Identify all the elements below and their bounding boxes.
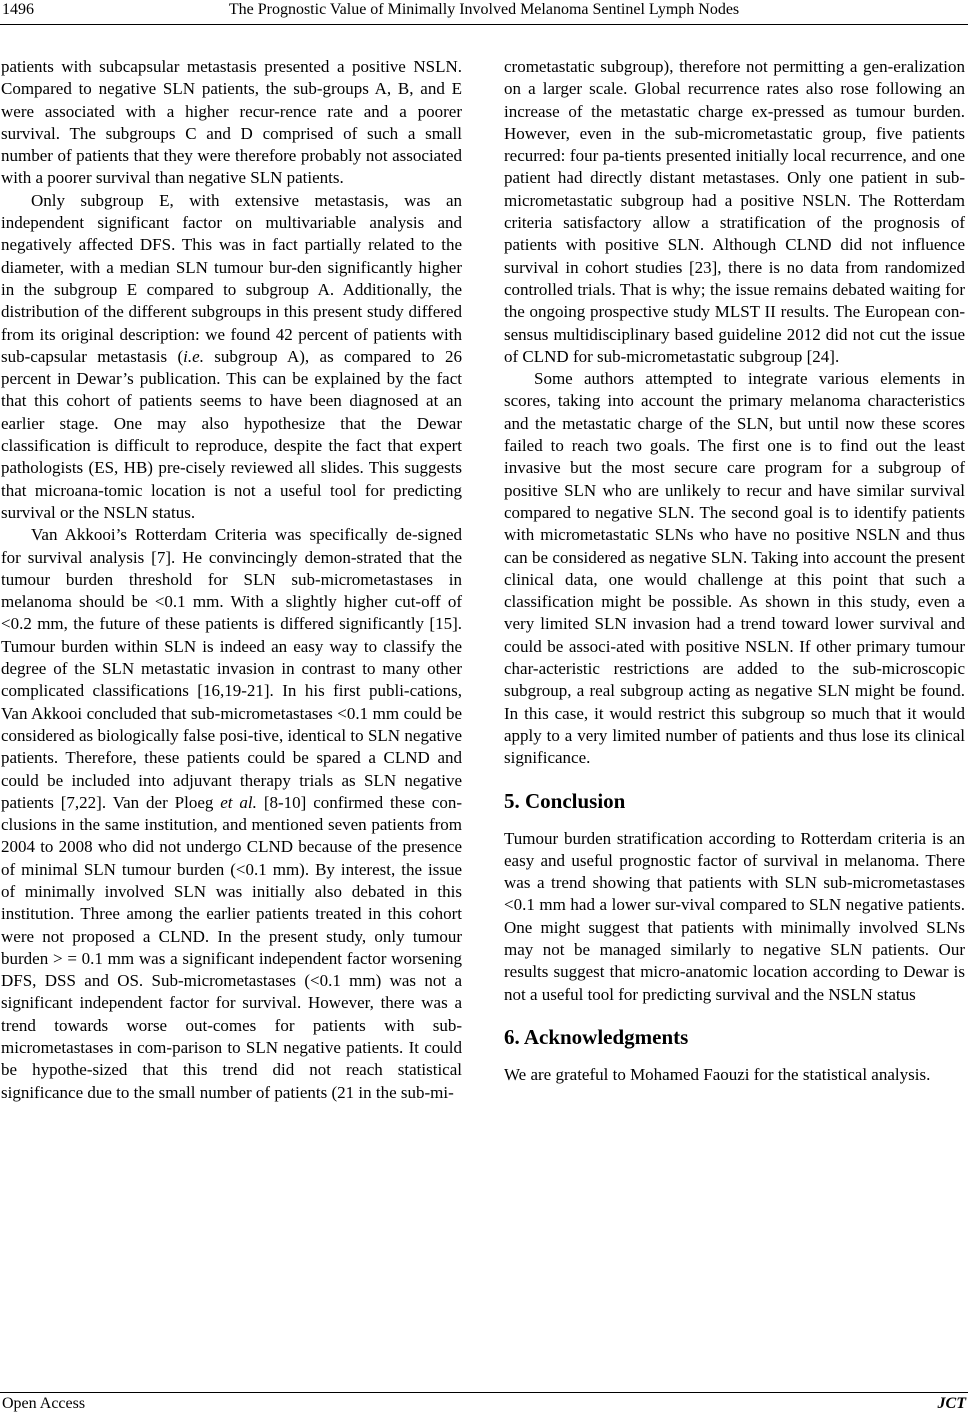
paragraph: Tumour burden stratification according to Rotterdam criteria is an easy and useful prognostic factor of survival in melanoma. There was a trend showing that patients with SLN sub-micrometastases <0.1 mm had a lower sur-vival compared to SLN negative patients. One might suggest that patients with minimally involved SLNs may not be managed similarly to negative SLN patients. Our results suggest that micro-anatomic location according to Dewar is not a useful tool for predicting survival and the NSLN status — [504, 828, 965, 1004]
right-column — [504, 56, 965, 1086]
section-heading-conclusion: 5. Conclusion — [504, 788, 626, 813]
text-run: Only subgroup E, with extensive metastasis, was an independent significant factor on multivariable analysis and negatively affected DFS. This was in fact partially related to the diameter, with a median SLN tumour bur-den significantly higher in the subgroup E compared to subgroup A. Additionally, the distribution of the different subgroups in this present study differed from its original description: we found 42 percent of patients with sub-capsular metastasis ( — [1, 190, 462, 366]
header-rule — [0, 24, 968, 25]
text-run: [8-10] confirmed these con-clusions in the same institution, and mentioned seven patients from 2004 to 2008 who did not undergo CLND because of the presence of minimal SLN tumour burden (<0.1 mm). By interest, the issue of minimally involved SLN was initially also debated in this institution. Three among the earlier patients treated in this cohort were not proposed a CLND. In the present study, only tumour burden > = 0.1 mm was a significant independent factor worsening DFS, DSS and OS. Sub-micrometastases (<0.1 mm) was not a significant independent factor for survival. However, there was a trend towards worse out-comes for patients with sub-micrometastases in com-parison to SLN negative patients. It could be hypothe-sized that this trend did not reach statistical significance due to the small number of patients (21 in the sub-mi- — [1, 792, 463, 1102]
running-title: The Prognostic Value of Minimally Involved Melanoma Sentinel Lymph Nodes — [228, 1, 740, 18]
italic-text: i.e. — [183, 346, 204, 366]
paragraph: Some authors attempted to integrate various elements in scores, taking into account the primary melanoma characteristics and the metastatic charge of the SLN, but until now these scores failed to reach two goals. The first one is to find out the least invasive but the most secure care program for a subgroup of positive SLN who are unlikely to recur and have similar survival compared to negative SLN. The second goal is to identify patients with micrometastatic SLNs who have no positive NSLN and thus can be considered as negative SLN. Taking into account the present clinical data, one would challenge at this point that such a classification might be possible. As shown in this study, even a very limited SLN invasion had a trend toward lower survival and could be associ-ated with positive NSLN. If other primary tumour char-acteristic restrictions are added to the sub-microscopic subgroup, a real subgroup acting as negative SLN might be found. In this case, it would restrict this subgroup so much that it would apply to a very limited number of patients and thus lose its clinical significance. — [504, 369, 965, 768]
paragraph — [1, 524, 462, 1104]
paragraph: We are grateful to Mohamed Faouzi for the statistical analysis. — [504, 1064, 931, 1084]
section-heading-acknowledgments: 6. Acknowledgments — [504, 1024, 689, 1049]
footer-open-access: Open Access — [2, 1395, 86, 1412]
paragraph: patients with subcapsular metastasis presented a positive NSLN. Compared to negative SLN patients, the sub-groups A, B, and E were associated with a higher recur-rence rate and a poorer survival. The subgroups C and D comprised of such a small number of patients that they were therefore probably not associated with a poorer survival than negative SLN patients. — [1, 57, 462, 188]
page-footer — [0, 1392, 968, 1414]
italic-text: et al. — [220, 792, 257, 812]
page-number: 1496 — [2, 1, 34, 18]
paragraph: crometastatic subgroup), therefore not permitting a gen-eralization on a larger scale. Global recurrence rates also rose following an increase of the metastatic charge ex-pressed as tumour burden. However, even in the sub-micrometastatic group, five patients recurred: four pa-tients presented initially local recurrence, and one patient had directly distant metastases. Only one patient in sub-micrometastatic subgroup had a positive NSLN. The Rotterdam criteria satisfactory allow a stratification of the prognosis of patients with positive SLN. Although CLND did not influence survival in cohort studies [23], there is no data from randomized controlled trials. That is why; the issue remains debated waiting for the ongoing prospective study MLST II results. The European con-sensus multidisciplinary based guideline 2012 did not cut the issue of CLND for sub-micrometastatic subgroup [24]. — [504, 57, 965, 366]
footer-rule — [0, 1392, 968, 1393]
text-run: subgroup A), as compared to 26 percent in Dewar’s publication. This can be explained by the fact that this cohort of patients seems to have been diagnosed at an earlier stage. One may also hypothesize that the Dewar classification is difficult to reproduce, despite the fact that expert pathologists (ES, HB) pre-cisely reviewed all slides. This suggests that microana-tomic location is not a useful tool for predicting survival or the NSLN status. — [1, 346, 463, 522]
text-run: Van Akkooi’s Rotterdam Criteria was specifically de-signed for survival analysis [7]. He convincingly demon-strated that the tumour burden threshold for SLN sub-micrometastases in melanoma should be <0.1 mm. With a slightly higher cut-off of <0.2 mm, the future of these patients is differed significantly [15]. Tumour burden within SLN is indeed an easy way to classify the degree of the SLN metastatic invasion in contrast to many other complicated classifications [16,19-21]. In his first publi-cations, Van Akkooi concluded that sub-micrometastases <0.1 mm could be considered as biologically false posi-tive, identical to SLN negative patients. Therefore, these patients could be spared a CLND and could be included into adjuvant therapy trials as SLN negative patients [7,22]. Van der Ploeg — [1, 525, 462, 812]
footer-journal: JCT — [937, 1395, 966, 1412]
left-column — [1, 56, 462, 1104]
paragraph — [1, 190, 462, 524]
page-header — [0, 0, 968, 26]
